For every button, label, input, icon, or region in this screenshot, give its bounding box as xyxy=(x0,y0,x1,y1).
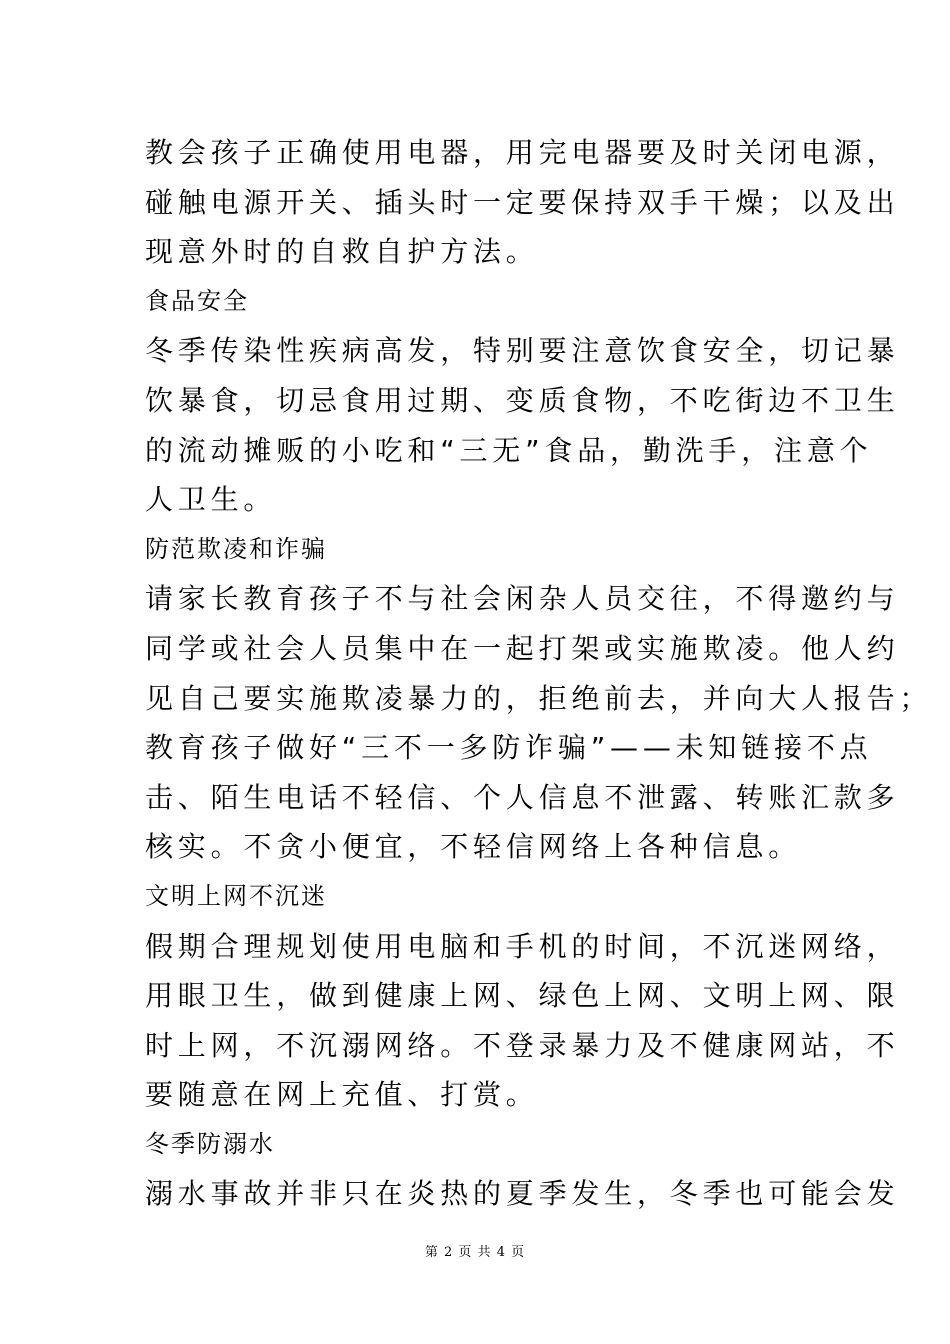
body-line: 教育孩子做好“三不一多防诈骗”——未知链接不点 xyxy=(145,731,873,765)
body-line: 教会孩子正确使用电器，用完电器要及时关闭电源， xyxy=(145,136,900,169)
document-body xyxy=(145,128,933,1219)
body-line: 核实。不贪小便宜，不轻信网络上各种信息。 xyxy=(145,830,802,864)
section-heading-food-safety: 食品安全 xyxy=(145,286,249,315)
body-line: 请家长教育孩子不与社会闲杂人员交往，不得邀约与 xyxy=(145,582,900,616)
body-line: 碰触电源开关、插头时一定要保持双手干燥；以及出 xyxy=(145,185,900,219)
section-heading-anti-bullying-fraud: 防范欺凌和诈骗 xyxy=(145,534,327,563)
section-heading-internet-use: 文明上网不沉迷 xyxy=(145,881,327,910)
page-number-footer: 第 2 页 共 4 页 xyxy=(424,1245,526,1260)
body-line: 现意外时的自救自护方法。 xyxy=(145,235,539,269)
body-line: 见自己要实施欺凌暴力的，拒绝前去，并向大人报告； xyxy=(145,681,933,715)
body-line: 的流动摊贩的小吃和“三无”食品，勤洗手，注意个 xyxy=(145,433,873,467)
body-line: 要随意在网上充值、打赏。 xyxy=(145,1078,539,1112)
body-line: 溺水事故并非只在炎热的夏季发生，冬季也可能会发 xyxy=(145,1177,900,1211)
body-line: 击、陌生电话不轻信、个人信息不泄露、转账汇款多 xyxy=(145,780,900,814)
body-line: 假期合理规划使用电脑和手机的时间，不沉迷网络， xyxy=(145,929,900,963)
body-line: 用眼卫生，做到健康上网、绿色上网、文明上网、限 xyxy=(145,979,900,1013)
body-line: 同学或社会人员集中在一起打架或实施欺凌。他人约 xyxy=(145,631,900,665)
section-heading-drowning-prevention: 冬季防溺水 xyxy=(145,1129,275,1158)
body-line: 时上网，不沉溺网络。不登录暴力及不健康网站，不 xyxy=(145,1028,900,1062)
body-line: 人卫生。 xyxy=(145,483,277,517)
body-line: 冬季传染性疾病高发，特别要注意饮食安全，切记暴 xyxy=(145,334,900,368)
body-line: 饮暴食，切忌食用过期、变质食物，不吃街边不卫生 xyxy=(145,383,900,417)
